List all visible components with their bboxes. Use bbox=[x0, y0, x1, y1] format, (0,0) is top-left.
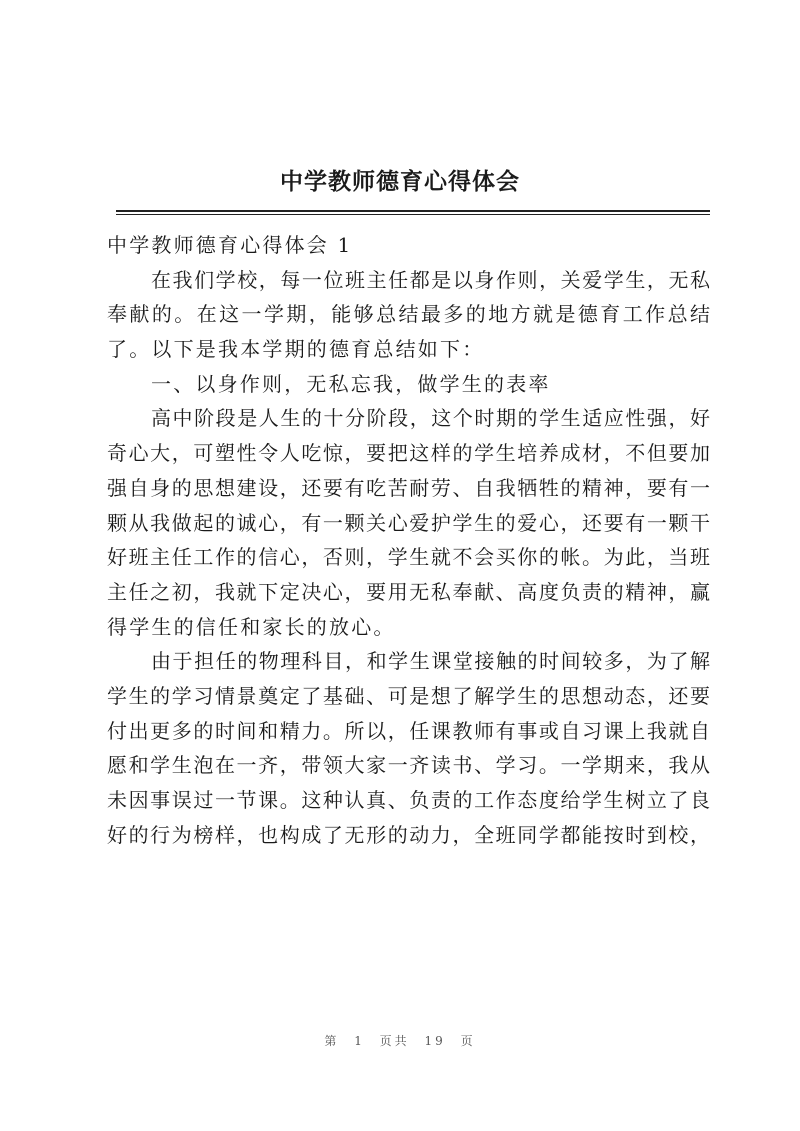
paragraph-line: 强自身的思想建设，还要有吃苦耐劳、自我牺牲的精神，要有一 bbox=[107, 475, 710, 500]
subheading: 一、以身作则，无私忘我，做学生的表率 bbox=[151, 371, 551, 396]
document-body bbox=[107, 228, 710, 852]
paragraph-line: 愿和学生泡在一齐，带领大家一齐读书、学习。一学期来，我从 bbox=[107, 753, 710, 778]
paragraph-line: 得学生的信任和家长的放心。 bbox=[107, 614, 396, 639]
document-title: 中学教师德育心得体会 bbox=[280, 169, 520, 195]
paragraph-line: 付出更多的时间和精力。所以，任课教师有事或自习课上我就自 bbox=[107, 718, 710, 743]
paragraph-line: 学生的学习情景奠定了基础、可是想了解学生的思想动态，还要 bbox=[107, 683, 710, 708]
section-heading: 中学教师德育心得体会 1 bbox=[107, 233, 353, 257]
paragraph-line: 由于担任的物理科目，和学生课堂接触的时间较多，为了解 bbox=[151, 649, 710, 674]
paragraph-line: 奉献的。在这一学期，能够总结最多的地方就是德育工作总结 bbox=[107, 302, 710, 327]
title-divider-thin bbox=[116, 214, 710, 215]
footer-suffix: 页 bbox=[460, 1034, 476, 1048]
title-divider-thick bbox=[116, 210, 710, 212]
paragraph-line: 在我们学校，每一位班主任都是以身作则，关爱学生，无私 bbox=[151, 267, 710, 292]
paragraph-line: 奇心大，可塑性令人吃惊，要把这样的学生培养成材，不但要加 bbox=[107, 441, 710, 466]
footer-prefix: 第 bbox=[324, 1034, 340, 1048]
paragraph-line: 高中阶段是人生的十分阶段，这个时期的学生适应性强，好 bbox=[151, 406, 710, 431]
paragraph-line: 了。以下是我本学期的德育总结如下： bbox=[107, 337, 485, 362]
paragraph-line: 好的行为榜样，也构成了无形的动力，全班同学都能按时到校， bbox=[107, 822, 710, 847]
paragraph-line: 未因事误过一节课。这种认真、负责的工作态度给学生树立了良 bbox=[107, 788, 710, 812]
current-page-number: 1 bbox=[354, 1034, 365, 1048]
paragraph-line: 主任之初，我就下定决心，要用无私奉献、高度负责的精神，赢 bbox=[107, 579, 710, 604]
paragraph-line: 颗从我做起的诚心，有一颗关心爱护学生的爱心，还要有一颗干 bbox=[107, 510, 710, 535]
footer-middle: 页共 bbox=[379, 1034, 410, 1048]
paragraph-line: 好班主任工作的信心，否则，学生就不会买你的帐。为此，当班 bbox=[107, 545, 710, 570]
page-footer bbox=[0, 1032, 800, 1049]
total-page-count: 19 bbox=[424, 1034, 446, 1048]
